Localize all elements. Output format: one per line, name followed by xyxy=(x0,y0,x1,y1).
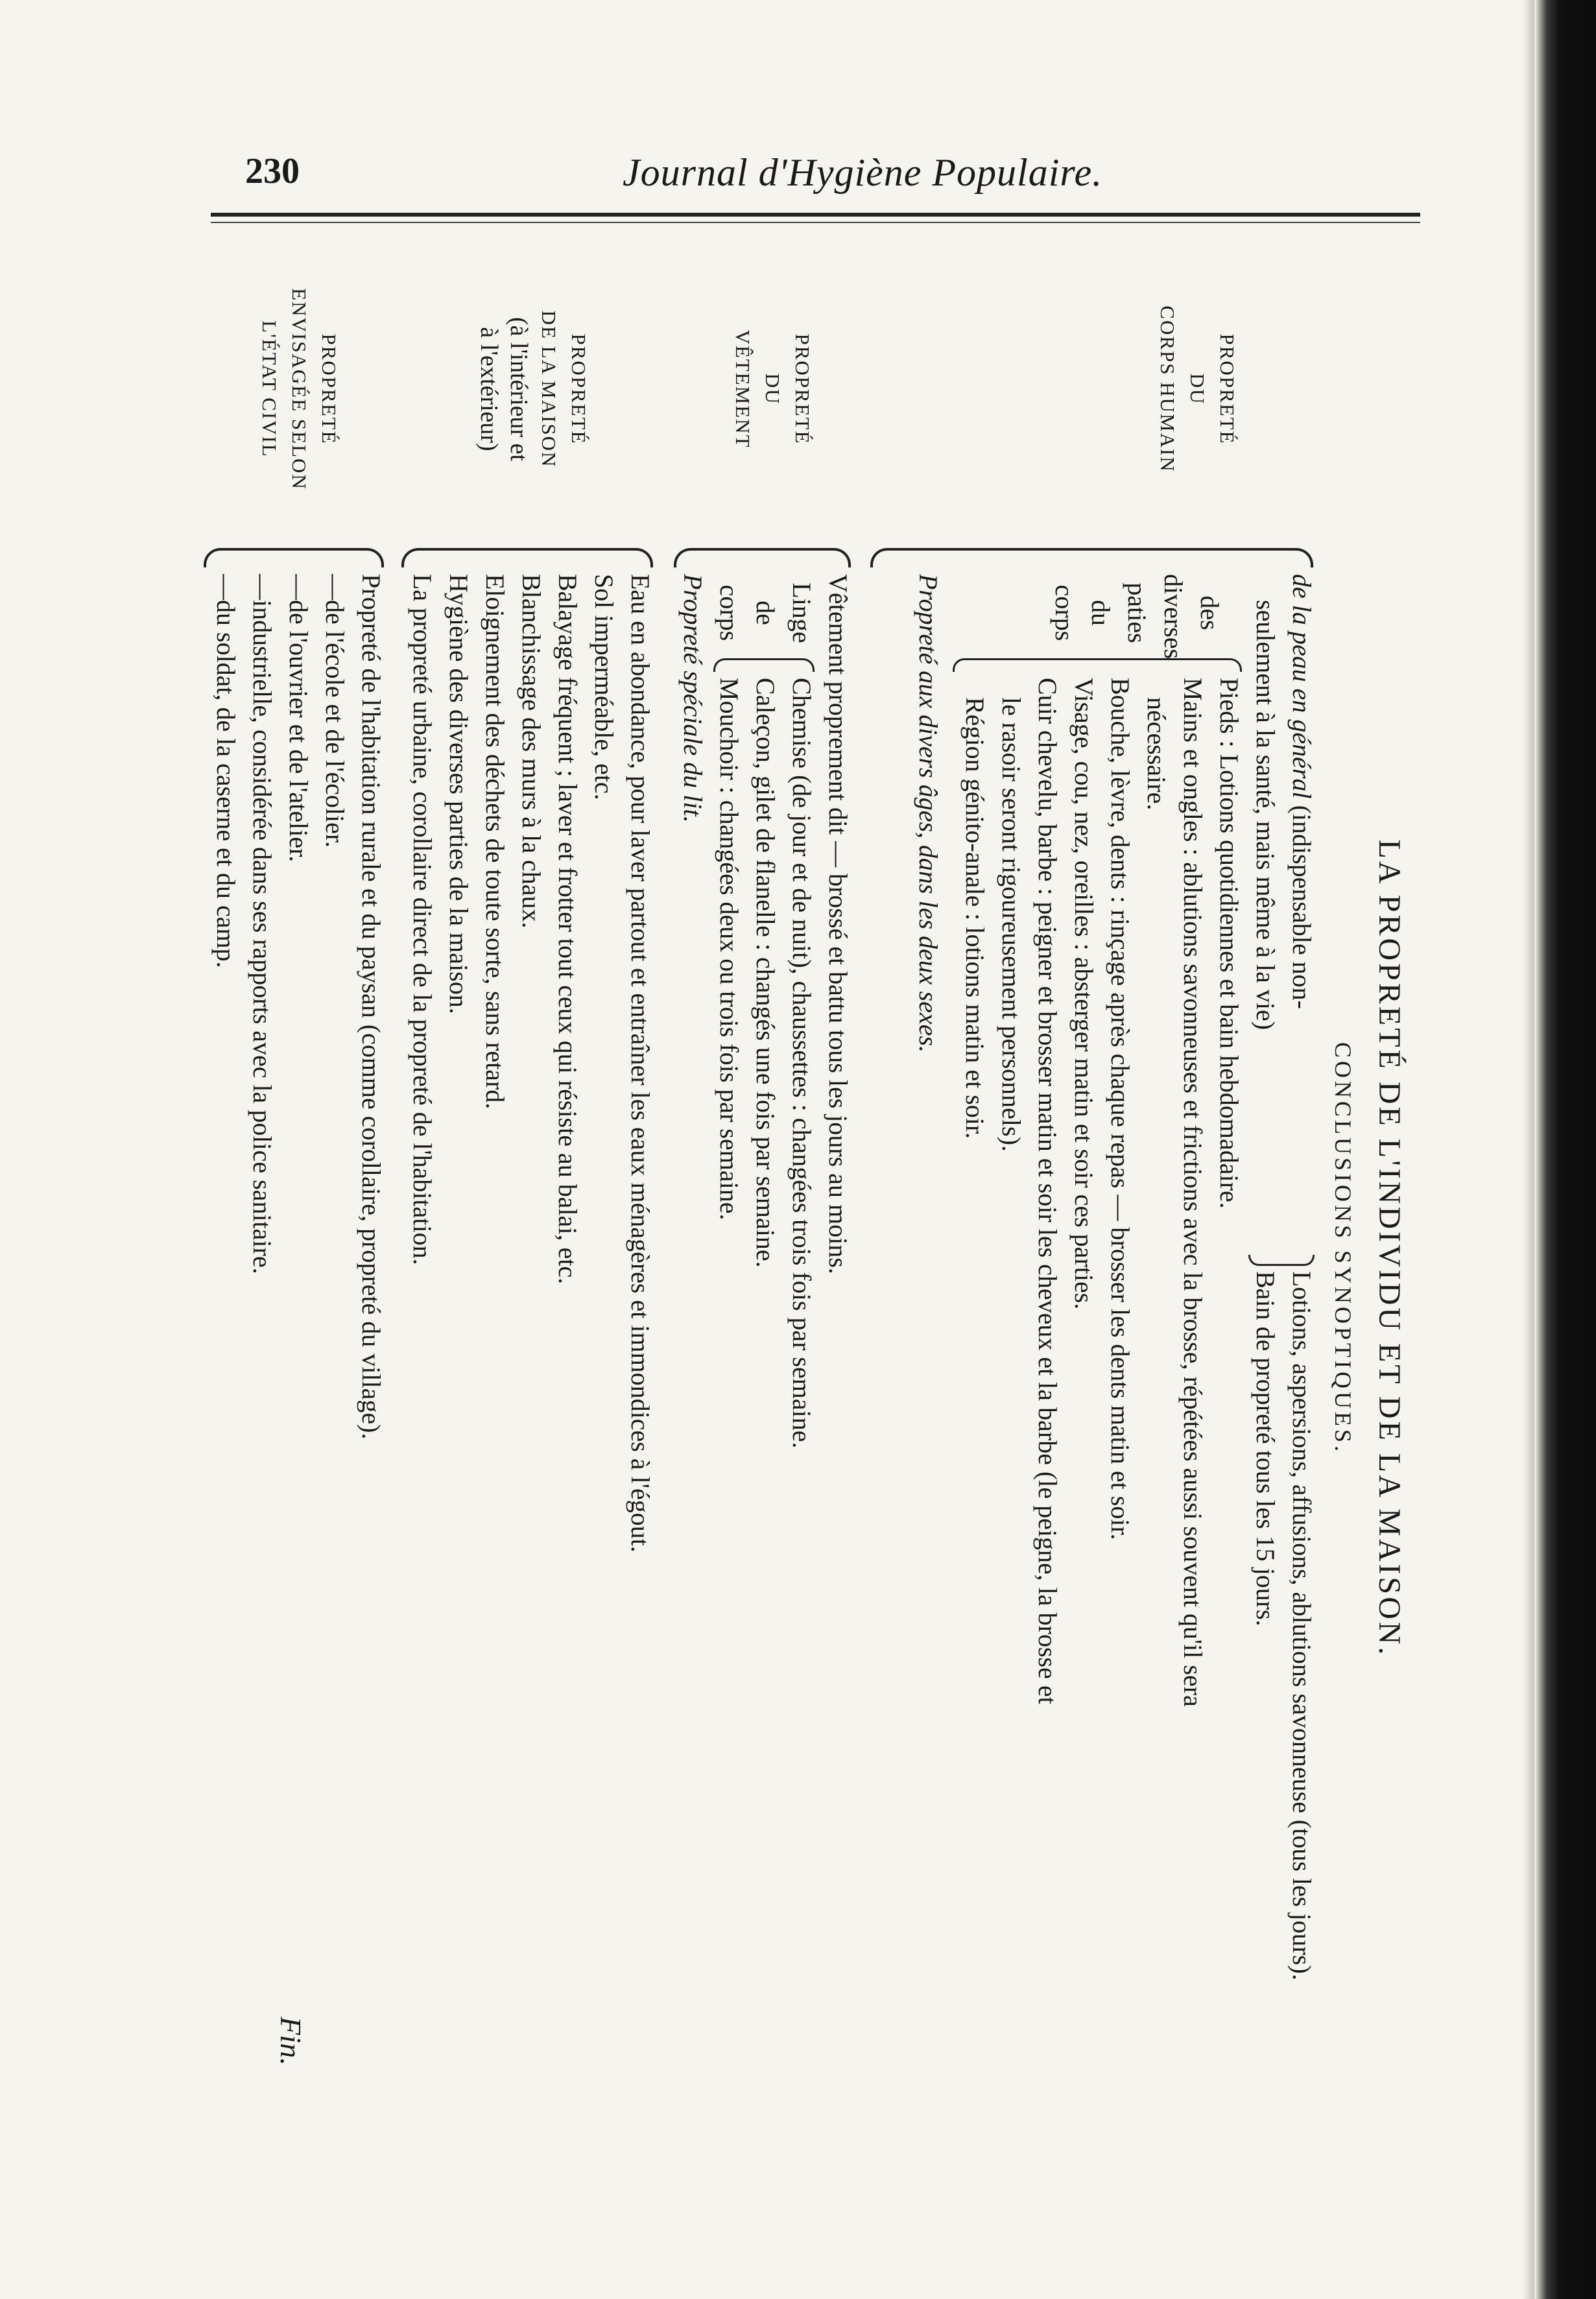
heading-line: DE LA MAISON xyxy=(538,310,560,468)
vetement-row: Vêtement proprement dit — brossé et battu tous les jours au moins. xyxy=(824,574,853,1274)
table-title: LA PROPRETÉ DE L'INDIVIDU ET DE LA MAISON. xyxy=(1372,839,1407,1658)
label-line: diverses xyxy=(1159,574,1188,660)
maison-row: Sol imperméable, etc. xyxy=(590,574,619,800)
maison-row: Eau en abondance, pour laver partout et entraîner les eaux ménagères et immondices à l'égout. xyxy=(626,574,655,1553)
peau-row xyxy=(1247,574,1320,2254)
parties-rows xyxy=(957,678,1247,2254)
dash-mark: — xyxy=(248,574,277,600)
linge-row: Caleçon, gilet de flanelle : changés une fois par semaine. xyxy=(751,678,780,1268)
sub-brace xyxy=(953,658,1242,672)
heading-line: PROPRETÉ xyxy=(567,333,590,445)
brace xyxy=(674,548,851,567)
brace xyxy=(204,548,384,567)
table-subtitle: CONCLUSIONS SYNOPTIQUES. xyxy=(1330,1042,1356,1455)
heading-line: CORPS HUMAIN xyxy=(1156,305,1179,473)
dashed-text: de l'ouvrier et de l'atelier. xyxy=(284,600,313,863)
heading-line: DU xyxy=(1186,373,1209,405)
heading-line: PROPRETÉ xyxy=(318,333,340,445)
parties-block xyxy=(946,574,1247,2254)
label-line: paties xyxy=(1123,582,1152,643)
section-rows xyxy=(208,574,389,2254)
label-line: corps xyxy=(715,584,744,641)
fin-mark: Fin. xyxy=(274,2016,307,2066)
dash-mark: — xyxy=(211,574,241,600)
maison-row: Balayage fréquent ; laver et frotter tout ceux qui résiste au balai, etc. xyxy=(553,574,582,1285)
section-rows xyxy=(404,574,658,2254)
heading-line: PROPRETÉ xyxy=(1216,333,1239,445)
bain-text: Bain de propreté tous les 15 jours. xyxy=(1251,1271,1280,1626)
etat-civil-row: Propreté de l'habitation rurale et du paysan (comme corollaire, propreté du village). xyxy=(357,574,386,1440)
section-etat-civil xyxy=(195,237,389,2260)
header-rule xyxy=(211,213,1420,217)
parties-row: Cuir chevelu, barbe : peigner et brosser matin et soir les cheveux et la barbe (le peigne, la brosse et xyxy=(1033,678,1062,1704)
dash-mark: — xyxy=(320,574,350,600)
section-maison xyxy=(399,237,658,2260)
parties-row: Pieds : Lotions quotidiennes et bain hebdomadaire. xyxy=(1215,678,1244,1209)
section-heading xyxy=(1152,237,1242,542)
heading-line: ENVISAGÉE SELON xyxy=(288,288,311,490)
running-head: Journal d'Hygiène Populaire. xyxy=(623,151,1103,194)
linge-rows xyxy=(711,678,820,2254)
parties-row: Visage, cou, nez, oreilles : absterger matin et soir ces parties. xyxy=(1069,678,1099,1310)
parties-row: Mains et ongles : ablutions savonneuses et frictions avec la brosse, répétées aussi souvent qu'il sera xyxy=(1178,678,1208,1707)
dashed-text: industrielle, considérée dans ses rapports avec la police sanitaire. xyxy=(248,600,277,1274)
section-heading xyxy=(474,237,593,542)
heading-line: DU xyxy=(761,373,784,405)
page-number: 230 xyxy=(245,151,300,191)
dashed-text: du soldat, de la caserne et du camp. xyxy=(211,600,241,968)
label-line: corps xyxy=(1050,584,1079,641)
label-line: des xyxy=(1195,595,1224,630)
etat-civil-row xyxy=(208,574,244,2254)
etat-civil-row xyxy=(316,574,353,2254)
dash-mark: — xyxy=(284,574,313,600)
ages-row: Propreté aux divers âges, dans les deux sexes. xyxy=(914,574,943,1053)
parties-label xyxy=(1046,574,1228,660)
etat-civil-row xyxy=(244,574,280,2254)
page-edge-shadow xyxy=(1523,0,1534,2299)
peau-label: de la peau en général xyxy=(1287,574,1316,799)
lotions-text: Lotions, aspersions, affusions, ablutions savonneuse (tous les jours). xyxy=(1287,1271,1316,1981)
peau-text-2: seulement à la santé, mais même à la vie) xyxy=(1251,600,1280,1030)
brace-right xyxy=(1248,1255,1315,1266)
heading-line: PROPRETÉ xyxy=(791,333,814,445)
parties-row: Région génito-anale : lotions matin et soir. xyxy=(960,697,990,1139)
linge-row: Chemise (de jour et de nuit), chaussettes : changées trois fois par semaine. xyxy=(787,678,816,1449)
dashed-text: de l'école et de l'écolier. xyxy=(320,600,350,848)
lit-row: Propreté spéciale du lit. xyxy=(678,574,708,823)
maison-row: Eloignement des déchets de toute sorte, sans retard. xyxy=(481,574,510,1110)
section-heading xyxy=(728,237,817,542)
linge-block xyxy=(711,574,820,2254)
brace xyxy=(401,548,653,567)
heading-line: VÊTEMENT xyxy=(732,329,754,449)
section-vetement xyxy=(668,237,856,2260)
maison-row: Blanchissage des murs à la chaux. xyxy=(517,574,546,929)
linge-label xyxy=(711,574,820,652)
parties-row: Bouche, lèvre, dents : rinçage après chaque repas — brosser les dents matin et soir. xyxy=(1106,678,1135,1540)
sub-brace xyxy=(713,658,815,672)
section-rows xyxy=(674,574,856,2254)
brace xyxy=(870,548,1313,567)
rotated-table xyxy=(211,237,1414,2260)
maison-row: La propreté urbaine, corollaire direct de la propreté de l'habitation. xyxy=(408,574,437,1265)
header-rule-thin xyxy=(211,222,1420,223)
label-line: du xyxy=(1086,600,1115,626)
parties-row: le rasoir seront rigoureusement personnels). xyxy=(997,697,1026,1152)
heading-line: (à l'intérieur et xyxy=(505,316,532,462)
section-corps-humain xyxy=(866,237,1320,2260)
book-binding-edge xyxy=(1534,0,1596,2299)
peau-text: (indispensable non- xyxy=(1287,805,1316,1009)
linge-row: Mouchoir : changées deux ou trois fois par semaine. xyxy=(715,678,744,1221)
parties-row: nécessaire. xyxy=(1142,697,1171,811)
maison-row: Hygiène des diverses parties de la maison. xyxy=(444,574,473,1014)
label-line: de xyxy=(751,601,780,625)
heading-line: à l'extérieur) xyxy=(475,327,503,451)
section-rows xyxy=(910,574,1320,2254)
heading-line: L'ÉTAT CIVIL xyxy=(258,320,281,458)
etat-civil-row xyxy=(280,574,316,2254)
section-heading xyxy=(254,237,344,542)
label-line: Linge xyxy=(787,582,816,643)
